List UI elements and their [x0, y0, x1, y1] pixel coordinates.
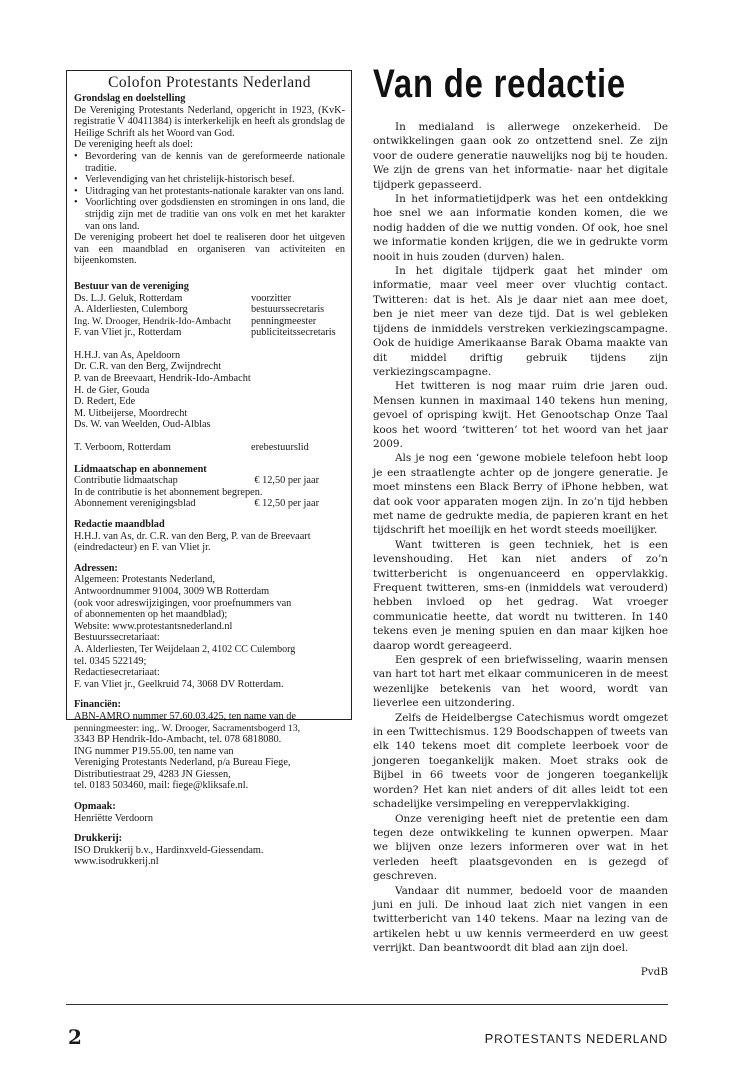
financien-line: tel. 0183 503460, mail: fiege@kliksafe.nl. [74, 780, 249, 792]
goal-item: • Verlevendiging van het christelijk-historisch besef. [85, 174, 345, 186]
financien-line: ING nummer P19.55.00, ten name van [74, 745, 234, 757]
redactie-line: (eindredacteur) en F. van Vliet jr. [74, 542, 211, 554]
contributie-price: € 12,50 per jaar [254, 475, 319, 487]
editorial-column [373, 55, 668, 979]
publication-name [485, 1032, 668, 1046]
pub-word-1: ROTESTANTS [494, 1032, 587, 1046]
pub-initial-p: P [484, 1031, 495, 1046]
goal-item: • Bevordering van de kennis van de gereformeerde nationale traditie. [85, 151, 345, 174]
editorial-paragraph: In het digitale tijdperk gaat het minder om informatie, maar veel meer over vluchtig contact. Twitteren: dat is het. Als je daar niet aan mee doet, ben je niet meer van deze tijd. Dat is wel gebleken tijdens de inmiddels verstreken verkiezingscampagne. Ook de huidige Amerikaanse Barak Obama maakte van dit middel driftig gebruik tijdens zijn verkiezingscampagne. [373, 265, 668, 378]
editorial-paragraph: Onze vereniging heeft niet de pretentie een dam tegen deze ontwikkeling te kunnen opwerpen. Maar we blijven onze lezers informeren over wat in het verleden heeft plaatsgevonden en is gezegd of geschreven. [373, 812, 668, 883]
officer-name: Ds. L.J. Geluk, Rotterdam [74, 292, 183, 304]
drukkerij-line: ISO Drukkerij b.v., Hardinxveld-Giessendam. [74, 844, 264, 856]
adres-line: F. van Vliet jr., Geelkruid 74, 3068 DV Rotterdam. [74, 678, 284, 690]
bestuur-section [74, 281, 345, 454]
adres-line: Algemeen: Protestants Nederland, [74, 574, 215, 586]
member-name: M. Uitbeijerse, Moordrecht [74, 407, 188, 419]
officer-role: bestuurssecretaris [251, 304, 325, 316]
financien-section [74, 699, 345, 792]
financien-line: penningmeester: ing,. W. Drooger, Sacramentsbogerd 13, [74, 722, 301, 734]
officer-row [74, 293, 345, 305]
editorial-paragraph: Als je nog een ‘gewone mobiele telefoon hebt loop je een straatlengte achter op de jongere generatie. Je moet minstens een Black Berry of iPhone hebben, wat dat ook voor apparaten mogen zijn. In zo’n tijd hebben met name de gedrukte media, de papieren krant en het tijdschrift het moeilijk en het wordt steeds moeilijker. [373, 452, 668, 537]
pub-initial-n: N [586, 1031, 597, 1046]
abonnement-label: Abonnement verenigingsblad [74, 498, 196, 510]
grondslag-heading: Grondslag en doelstelling [74, 93, 186, 104]
editorial-paragraph: Want twitteren is geen techniek, het is een levenshouding. Het kan niet anders of zo’n twitterbericht is ongenuanceerd en oppervlakkig. Frequent twitteren, sms-en (inmiddels wat verouderd) hebben invloed op het gedrag. Wat vroeger communicatie heette, dat wordt nu twitteren. In 140 tekens even je mening spuien en dan maar kijken hoe daarop wordt gereageerd. [373, 538, 668, 652]
drukkerij-website: www.isodrukkerij.nl [74, 856, 159, 868]
honorary-row [74, 442, 345, 454]
officer-name: F. van Vliet jr., Rotterdam [74, 327, 182, 339]
editorial-paragraph: Het twitteren is nog maar ruim drie jaren oud. Mensen kunnen in maximaal 140 tekens hun mening, gevoel of oprisping kwijt. Het Genootschap Onze Taal koos het woord ‘twitteren’ tot het woord van het jaar 2009. [373, 380, 668, 450]
officer-row [74, 316, 345, 328]
member-name: Dr. C.R. van den Berg, Zwijndrecht [74, 361, 222, 373]
honorary-name: T. Verboom, Rotterdam [74, 442, 171, 454]
editorial-title: Van de redactie [373, 62, 626, 106]
grondslag-intro: De Vereniging Protestants Nederland, opgericht in 1923, (KvK-registratie V 40411384) is interkerkelijk en heeft als grondslag de Heilige Schrift als het Woord van God. [74, 104, 345, 139]
officer-name: Ing. W. Drooger, Hendrik-Ido-Ambacht [74, 315, 232, 327]
redactie-section [74, 519, 345, 554]
grondslag-section [74, 93, 345, 267]
financien-line: ABN-AMRO nummer 57.60.03.425, ten name van de [74, 710, 296, 722]
editorial-paragraph: In medialand is allerwegе onzekerheid. De ontwikkelingen gaan ook zo ontzettend snel. Ze zijn voor de oudere generatie nauwelijks nog bij te houden. We zijn de grens van het informatie- naar het digitale tijdperk gepasseerd. [373, 121, 668, 191]
colofon-box [66, 70, 352, 868]
goal-item: • Voorlichting over godsdiensten en stromingen in ons land, die strijdig zijn met de traditie van ons volk en met het karakter van ons land. [85, 197, 345, 232]
grondslag-outro: De vereniging probeert het doel te realiseren door het uitgeven van een maandblad en organiseren van activiteiten en bijeenkomsten. [74, 232, 345, 267]
adres-line: (ook voor adreswijzigingen, voor proefnummers van [74, 597, 292, 609]
website-line: Website: www.protestantsnederland.nl [74, 620, 233, 632]
footer-rule [66, 1004, 668, 1005]
editorial-paragraph: In het informatietijdperk was het een ontdekking hoe snel we aan informatie konden komen, die we nodig hadden of die we nuttig vonden. Of ook, hoe snel we informatie konden krijgen, die we in gedrukte vorm nooit in huis zouden (durven) halen. [373, 193, 668, 263]
adres-line: Redactiesecretariaat: [74, 667, 160, 679]
drukkerij-heading: Drukkerij: [74, 833, 123, 845]
editorial-signature: PvdB [640, 965, 668, 978]
opmaak-section [74, 801, 345, 824]
member-name: P. van de Breevaart, Hendrik-Ido-Ambacht [74, 373, 251, 385]
goals-list [74, 151, 345, 232]
editorial-paragraph: Vandaar dit nummer, bedoeld voor de maanden juni en juli. De inhoud laat zich niet vangen in een twitterbericht van 140 tekens. Maar na lezing van de artikelen hebt u uw kennis vermeerderd en uw geest verrijkt. Dan beantwoordt dit blad aan zijn doel. [373, 884, 668, 955]
officer-role: voorzitter [251, 292, 292, 304]
contributie-note: In de contributie is het abonnement begrepen. [74, 486, 263, 498]
bestuur-heading: Bestuur van de vereniging [74, 280, 189, 292]
adres-line: Bestuurssecretariaat: [74, 632, 160, 644]
officer-role: publiciteitssecretaris [251, 327, 336, 339]
goals-intro: De vereniging heeft als doel: [74, 139, 193, 151]
officer-row [74, 327, 345, 339]
editorial-body [373, 120, 668, 956]
contributie-label: Contributie lidmaatschap [74, 475, 178, 487]
abonnement-row [74, 498, 345, 510]
adres-line: Antwoordnummer 91004, 3009 WB Rotterdam [74, 585, 270, 597]
goal-item: • Uitdraging van het protestants-nationale karakter van ons land. [85, 186, 345, 198]
officer-row [74, 304, 345, 316]
lidmaatschap-section [74, 464, 345, 510]
member-name: H. de Gier, Gouda [74, 384, 150, 396]
adres-line: A. Alderliesten, Ter Weijdelaan 2, 4102 CC Culemborg [74, 643, 296, 655]
officer-role: penningmeester [251, 315, 317, 327]
adressen-section [74, 563, 345, 691]
editorial-paragraph: Een gesprek of een briefwisseling, waarin mensen van hart tot hart met elkaar communiceren in de meest wezenlijke betekenis van het woord, wordt van lieverlee een uitzondering. [373, 654, 668, 710]
adres-line: of abonnementen op het maandblad); [74, 609, 228, 621]
financien-line: 3343 BP Hendrik-Ido-Ambacht, tel. 078 6818080. [74, 734, 282, 746]
colofon-title: Colofon Protestants Nederland [108, 74, 311, 91]
opmaak-heading: Opmaak: [74, 801, 116, 813]
adres-line: tel. 0345 522149; [74, 655, 147, 667]
drukkerij-section [74, 833, 345, 868]
member-name: D. Redert, Ede [74, 396, 136, 408]
redactie-line: H.H.J. van As, dr. C.R. van den Berg, P. van de Breevaart [74, 530, 311, 542]
lidmaatschap-heading: Lidmaatschap en abonnement [74, 463, 207, 475]
member-name: Ds. W. van Weelden, Oud-Alblas [74, 419, 211, 431]
pub-word-2: EDERLAND [596, 1032, 668, 1046]
editorial-paragraph: Zelfs de Heidelbergse Catechismus wordt omgezet in een Twittechismus. 129 Boodschappen of tweets van elk 140 tekens moet dit complete leerboek voor de jongeren toegankelijk maken. Moet straks ook de Bijbel in 66 tweets voor de jongeren toegankelijk worden? Het kan niet anders of dit alles leidt tot een schadelijke versimpeling en vereppervlakkiging. [373, 711, 668, 811]
adressen-heading: Adressen: [74, 562, 118, 574]
financien-heading: Financiën: [74, 699, 121, 711]
opmaak-line: Henriëtte Verdoorn [74, 812, 154, 824]
officer-name: A. Alderliesten, Culemborg [74, 304, 188, 316]
financien-line: Vereniging Protestants Nederland, p/a Bureau Fiege, [74, 757, 291, 769]
abonnement-price: € 12,50 per jaar [254, 498, 319, 510]
honorary-role: erebestuurslid [251, 442, 309, 454]
financien-line: Distributiestraat 29, 4283 JN Giessen, [74, 768, 231, 780]
member-name: H.H.J. van As, Apeldoorn [74, 349, 181, 361]
redactie-heading: Redactie maandblad [74, 519, 165, 530]
contributie-row [74, 475, 345, 487]
page-number: 2 [68, 1025, 82, 1049]
